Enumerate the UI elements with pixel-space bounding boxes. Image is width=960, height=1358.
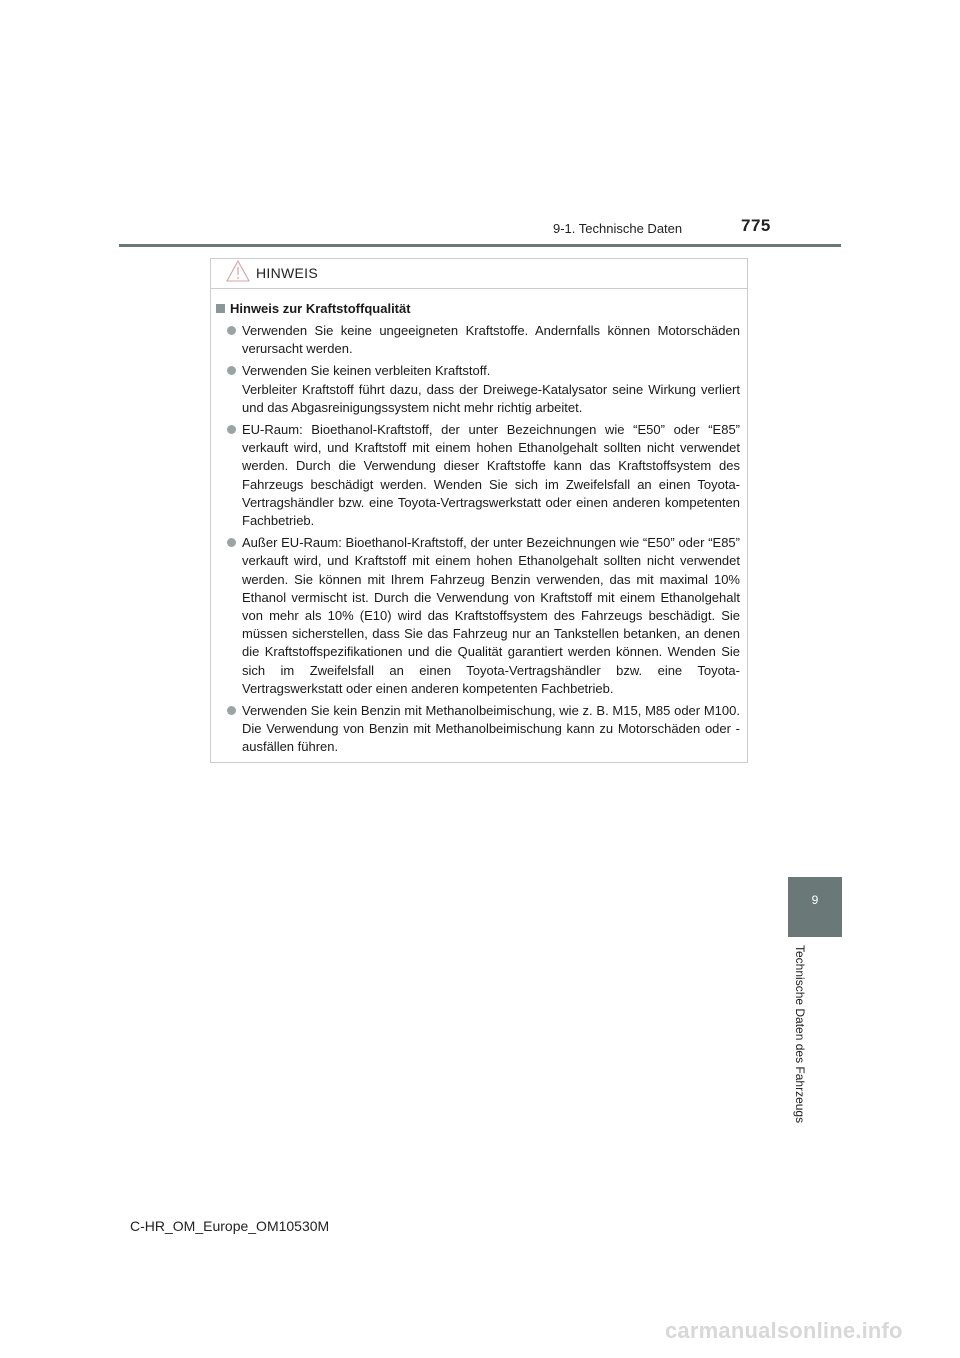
- warning-triangle-icon: [226, 260, 250, 287]
- notice-box: [210, 258, 748, 763]
- list-item: [216, 421, 740, 530]
- list-item: [216, 534, 740, 698]
- bullet-dot-icon: [227, 538, 236, 547]
- footer-document-code: C-HR_OM_Europe_OM10530M: [130, 1218, 330, 1234]
- chapter-title: Technische Daten des Fahrzeugs: [793, 945, 807, 1124]
- notice-header: [211, 259, 747, 289]
- bullet-dot-icon: [227, 326, 236, 335]
- bullet-dot-icon: [227, 425, 236, 434]
- section-heading: [216, 301, 740, 316]
- notice-title: HINWEIS: [256, 265, 318, 281]
- chapter-tab: [788, 877, 842, 937]
- watermark: carmanualsonline.info: [665, 1318, 903, 1343]
- list-item-text: Verwenden Sie kein Benzin mit Methanolbeimischung, wie z. B. M15, M85 oder M100. Die Verwendung von Benzin mit Methanolbeimischung kann zu Motorschäden oder -ausfällen führen.: [242, 703, 740, 755]
- notice-list: [216, 322, 740, 757]
- list-item: [216, 702, 740, 757]
- list-item-text: Verwenden Sie keinen verbleiten Kraftstoff. Verbleiter Kraftstoff führt dazu, dass der Dreiwege-Katalysator seine Wirkung verliert und das Abgasreinigungssystem nicht mehr richtig arbeitet.: [242, 363, 740, 415]
- chapter-tab-number: 9: [811, 893, 819, 907]
- list-item-text: Verwenden Sie keine ungeeigneten Kraftstoffe. Andernfalls können Motorschäden verursacht werden.: [242, 323, 740, 357]
- page-number: 775: [741, 216, 771, 235]
- list-item-text: EU-Raum: Bioethanol-Kraftstoff, der unter Bezeichnungen wie “E50” oder “E85” verkauft wird, und Kraftstoff mit einem hohen Ethanolgehalt sollten nicht verwendet werden. Durch die Verwendung dieser Kraftstoffe kann das Kraftstoffsystem des Fahrzeugs beschädigt werden. Wenden Sie sich im Zweifelsfall an einen Toyota-Vertragshändler bzw. eine Toyota-Vertragswerkstatt oder einen anderen kompetenten Fachbetrieb.: [242, 422, 740, 529]
- square-bullet-icon: [216, 304, 225, 313]
- section-heading-text: Hinweis zur Kraftstoffqualität: [230, 301, 411, 316]
- header-section-title: 9-1. Technische Daten: [553, 221, 683, 236]
- header-divider: [119, 244, 841, 247]
- notice-body: [211, 289, 747, 757]
- list-item-text: Außer EU-Raum: Bioethanol-Kraftstoff, der unter Bezeichnungen wie “E50” oder “E85” verkauft wird, und Kraftstoff mit einem hohen Ethanolgehalt sollten nicht verwendet werden. Sie können mit Ihrem Fahrzeug Benzin verwenden, das mit maximal 10% Ethanol vermischt ist. Durch die Verwendung von Kraftstoff mit einem Ethanolgehalt von mehr als 10% (E10) wird das Kraftstoffsystem des Fahrzeugs beschädigt. Sie müssen sicherstellen, dass Sie das Fahrzeug nur an Tankstellen betanken, an denen die Kraftstoffspezifikationen und die Qualität garantiert werden können. Wenden Sie sich im Zweifelsfall an einen Toyota-Vertragshändler bzw. eine Toyota-Vertragswerkstatt oder einen anderen kompetenten Fachbetrieb.: [242, 535, 740, 696]
- bullet-dot-icon: [227, 366, 236, 375]
- list-item: [216, 362, 740, 417]
- list-item: [216, 322, 740, 358]
- bullet-dot-icon: [227, 706, 236, 715]
